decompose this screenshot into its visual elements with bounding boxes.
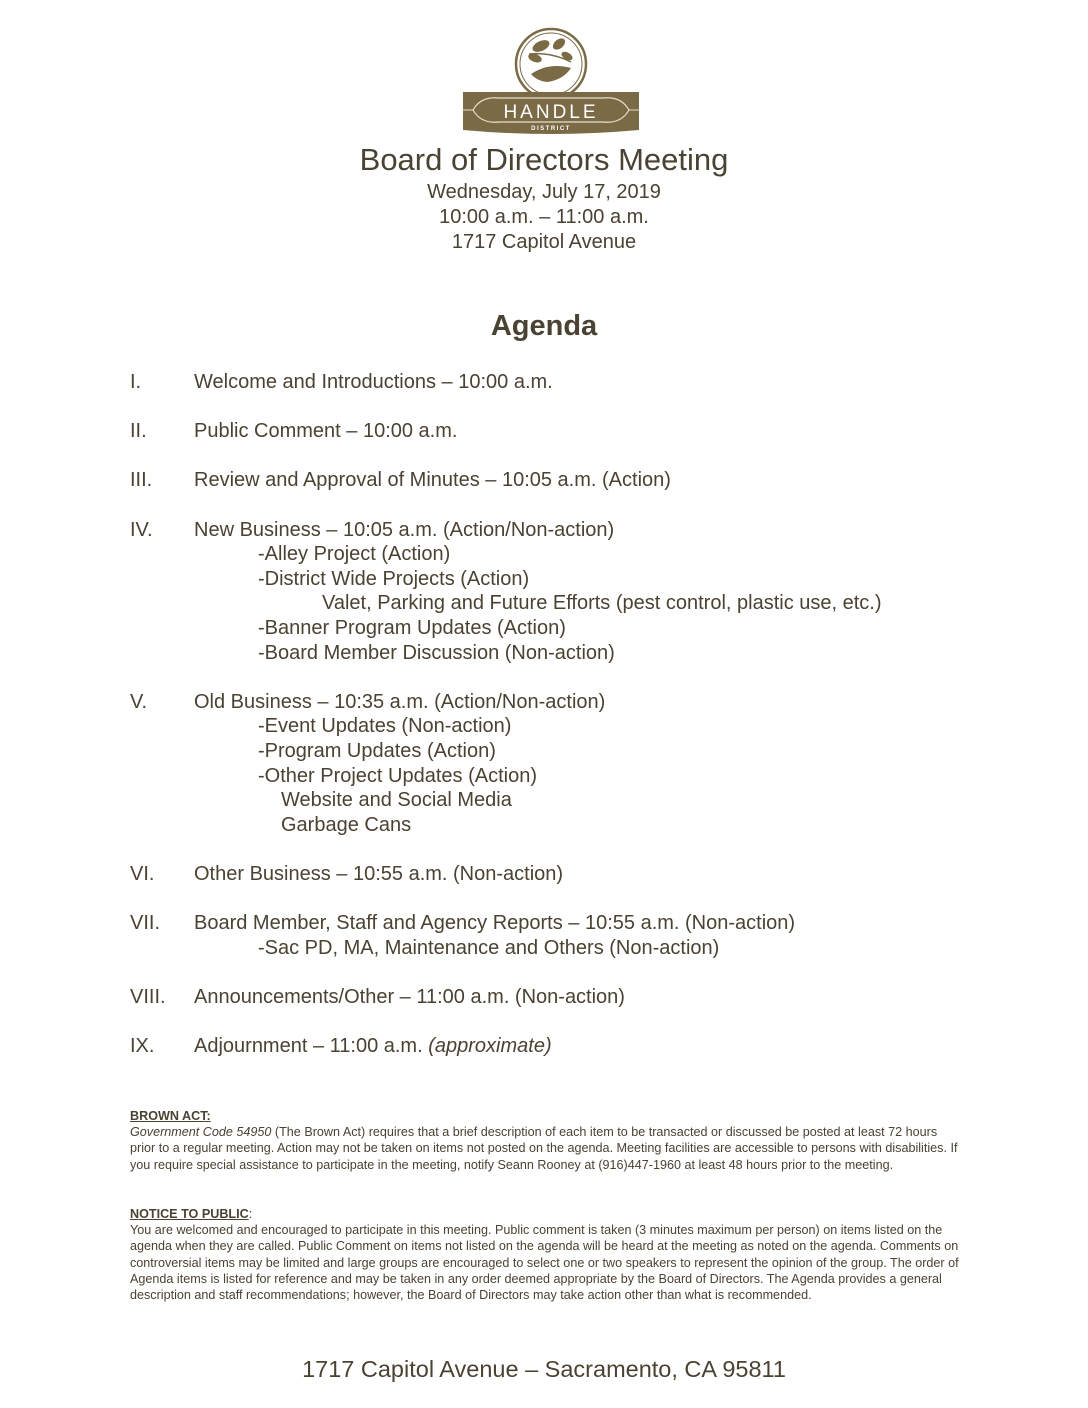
item-text: Announcements/Other – 11:00 a.m. (Non-action) <box>194 985 625 1008</box>
agenda-item <box>130 1034 1010 1059</box>
subitem: -Banner Program Updates (Action) <box>258 616 566 639</box>
agenda-item <box>130 518 1010 666</box>
meeting-title: Board of Directors Meeting <box>359 142 729 177</box>
subitem-detail: Website and Social Media <box>281 789 512 812</box>
item-number: IV. <box>130 518 153 541</box>
subitem-detail: Garbage Cans <box>281 813 412 836</box>
subitem: -Other Project Updates (Action) <box>258 764 537 787</box>
logo-icon <box>459 26 643 138</box>
item-text: Public Comment – 10:00 a.m. <box>194 420 458 443</box>
brown-act-heading: BROWN ACT: <box>130 1109 211 1123</box>
subitem: -Sac PD, MA, Maintenance and Others (Non-action) <box>258 936 720 959</box>
footer-address: 1717 Capitol Avenue – Sacramento, CA 95811 <box>302 1356 786 1382</box>
meeting-date: Wednesday, July 17, 2019 <box>427 181 661 203</box>
item-text: Board Member, Staff and Agency Reports – 10:55 a.m. (Non-action) <box>194 912 796 935</box>
item-text: Other Business – 10:55 a.m. (Non-action) <box>194 862 564 885</box>
item-text: Review and Approval of Minutes – 10:05 a.m. (Action) <box>194 469 671 492</box>
agenda-item <box>130 690 1010 838</box>
agenda-item <box>130 468 1010 493</box>
item-number: VIII. <box>130 985 166 1008</box>
item-text: Welcome and Introductions – 10:00 a.m. <box>194 371 553 393</box>
notice-colon: : <box>248 1207 253 1221</box>
agenda-item <box>130 862 1010 887</box>
subitem-detail: Valet, Parking and Future Efforts (pest control, plastic use, etc.) <box>322 592 882 615</box>
item-note: (approximate) <box>428 1035 552 1058</box>
notice-body: You are welcomed and encouraged to participate in this meeting. Public comment is taken (3 minutes maximum per person) on items listed on the agenda when they are called. Public Comment on items not listed on the agenda will be heard at the meeting as noted on the agenda. Comments on controversial items may be limited and large groups are encouraged to select one or two speakers to represent the opinion of the group. The order of Agenda items is listed for reference and may be taken in any order deemed appropriate by the Board of Directors. The Agenda provides a general description and staff recommendations; however, the Board of Directors may take action other than what is recommended. <box>130 1223 959 1303</box>
subitem: -Alley Project (Action) <box>258 543 451 566</box>
handle-district-logo <box>459 26 643 138</box>
item-number: V. <box>130 690 148 713</box>
subitem: -Program Updates (Action) <box>258 739 496 762</box>
agenda-item <box>130 911 1010 960</box>
item-number: III. <box>130 469 153 492</box>
svg-text:DISTRICT: DISTRICT <box>531 126 571 132</box>
svg-text:HANDLE: HANDLE <box>503 102 599 123</box>
agenda-item <box>130 370 1010 395</box>
item-number: VI. <box>130 862 155 885</box>
brown-act-body: (The Brown Act) requires that a brief description of each item to be transacted or discussed be posted at least 72 hours prior to a regular meeting. Action may not be taken on items not posted on the agenda. Meeting facilities are accessible to persons with disabilities. If you require special assistance to participate in the meeting, notify Seann Rooney at (916)447-1960 at least 48 hours prior to the meeting. <box>130 1125 958 1172</box>
agenda-heading: Agenda <box>490 310 598 342</box>
government-code: Government Code 54950 <box>130 1125 272 1140</box>
brown-act-section <box>130 1108 960 1173</box>
meeting-time: 10:00 a.m. – 11:00 a.m. <box>439 206 649 228</box>
agenda-list <box>130 370 1010 1083</box>
item-text: Old Business – 10:35 a.m. (Action/Non-action) <box>194 690 606 713</box>
item-number: I. <box>130 371 142 393</box>
item-number: IX. <box>130 1035 155 1058</box>
item-text: Adjournment – 11:00 a.m. <box>194 1035 423 1058</box>
subitem: -Board Member Discussion (Non-action) <box>258 641 615 664</box>
agenda-item <box>130 419 1010 444</box>
item-number: II. <box>130 420 147 443</box>
notice-heading: NOTICE TO PUBLIC <box>130 1207 249 1221</box>
notice-section <box>130 1206 960 1303</box>
item-number: VII. <box>130 912 161 935</box>
agenda-item <box>130 985 1010 1010</box>
subitem: -District Wide Projects (Action) <box>258 567 530 590</box>
subitem: -Event Updates (Non-action) <box>258 715 512 738</box>
item-text: New Business – 10:05 a.m. (Action/Non-action) <box>194 518 615 541</box>
meeting-location: 1717 Capitol Avenue <box>451 231 637 253</box>
